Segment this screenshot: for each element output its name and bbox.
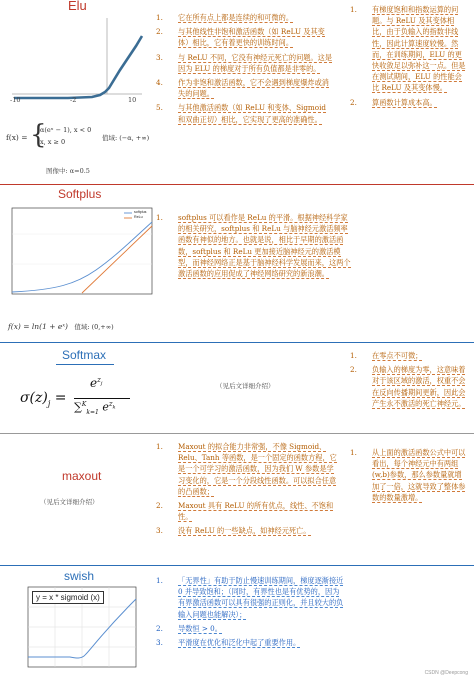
softmax-section xyxy=(0,344,474,432)
list-item: 2. 算函数计算成本高。 xyxy=(350,97,437,107)
divider xyxy=(0,433,474,434)
maxout-pros-list xyxy=(156,441,338,540)
elu-cons-list xyxy=(350,4,468,111)
softmax-lhs: $\sigma(z)_j$ = xyxy=(20,390,67,408)
elu-section xyxy=(0,0,474,184)
softplus-formula-range: 值域: (0,+∞) xyxy=(74,323,114,331)
list-item: 1. 有梯度饱和和指数运算的问题。与 ReLU 及其变体相比，由于负输入的指数非线性，因此计算速度较慢。然而，在训练期间，ELU 的更快收敛足以弥补这一点。但是在测试期间，ELU 的性能会比 ReLU 及其变体慢。 xyxy=(350,5,466,93)
elu-pros-list xyxy=(156,12,334,128)
list-item: 2. 导数恒 > 0。 xyxy=(156,623,222,633)
list-item: 1. softplus 可以看作是 ReLu 的平滑。根据神经科学家的相关研究，softplus 和 ReLu 与脑神经元激活频率函数有神似的地方。也就是说，相比于早期的激活函数，softplus 和 ReLu 更加接近脑神经元的激活模型，而神经网络正是基于脑神经科学发展而来，这两个激活函数的应用促成了神经网络研究的新浪潮。 xyxy=(156,213,351,279)
divider xyxy=(0,342,474,343)
maxout-cons-list xyxy=(350,447,468,506)
watermark: CSDN @Deepcong xyxy=(424,670,468,676)
divider xyxy=(0,565,474,566)
softmax-denominator: ∑$^K_{k=1}$ $e^{z_k}$ xyxy=(74,400,116,416)
list-item: 1. 它在所有点上都是连续的和可微的。 xyxy=(156,13,294,22)
list-item: 1. 在零点不可微； xyxy=(350,351,423,360)
softplus-title: Softplus xyxy=(58,187,102,201)
swish-title: swish xyxy=(64,569,95,583)
list-item: 3. 没有 ReLU 的一些缺点，如神经元死亡。 xyxy=(156,526,311,536)
softmax-title-underline xyxy=(56,364,114,365)
softplus-legend-relu: ReLu xyxy=(134,215,143,219)
softmax-title: Softmax xyxy=(62,348,107,362)
list-item: 2. 与其他线性非饱和激活函数（如 ReLU 及其变体）相比，它有着更快的训练时间。 xyxy=(156,27,325,48)
softplus-formula-expr: f(x) = ln(1 + eˣ) xyxy=(8,322,68,331)
elu-case2: x, x ≥ 0 xyxy=(40,138,66,146)
maxout-title: maxout xyxy=(62,469,102,483)
softplus-section xyxy=(0,186,474,340)
list-item: 5. 与其他激活函数（如 ReLU 和变体、Sigmoid 和双曲正切）相比，它实现了更高的准确性。 xyxy=(156,103,326,124)
list-item: 3. 与 ReLU 不同，它没有神经元死亡的问题。这是因为 ELU 的梯度对于所有负值都是非零的。 xyxy=(156,52,333,73)
softmax-note: （见后文详细介绍） xyxy=(216,382,275,390)
list-item: 1. 「无界性」有助于防止慢速训练期间，梯度逐渐接近 0 并导致饱和；（同时，有界性也是有优势的，因为有界激活函数可以具有很强的正则化，并且较大的负输入问题也能解决）； xyxy=(156,576,344,619)
list-item: 3. 平滑度在优化和泛化中起了重要作用。 xyxy=(156,638,301,648)
elu-brace: { xyxy=(30,120,47,150)
elu-plot xyxy=(8,12,146,112)
list-item: 2. 负输入的梯度为零，这意味着对于该区域的激活，权重不会在反向传播期间更新，因此会产生永不激活的死亡神经元。 xyxy=(350,365,466,408)
softplus-desc-list xyxy=(156,212,352,282)
swish-section xyxy=(0,567,474,679)
elu-caption: 图像中: α=0.5 xyxy=(46,167,90,175)
list-item: 4. 作为非饱和激活函数，它不会遇到梯度爆炸或消失的问题。 xyxy=(156,78,329,99)
elu-axis-mid: -2 xyxy=(70,96,77,104)
softmax-numerator: $e^{z_j}$ xyxy=(90,376,103,390)
elu-title: Elu xyxy=(68,0,87,13)
swish-plot-label: y = x * sigmoid (x) xyxy=(32,591,104,604)
softplus-legend-softplus: softplus xyxy=(134,210,147,214)
swish-pros-list xyxy=(156,575,344,651)
elu-case1: α(eˣ − 1), x < 0 xyxy=(40,126,92,134)
softmax-cons-list xyxy=(350,350,468,412)
elu-axis-right: 10 xyxy=(128,96,137,104)
maxout-note: （见后文详细介绍） xyxy=(40,498,99,506)
softmax-fraction-bar xyxy=(74,398,130,399)
elu-formula-lead: f(x) = xyxy=(6,133,28,142)
elu-range: 值域: (−α, +∞) xyxy=(102,134,150,142)
list-item: 1. Maxout 的拟合能力非常强，不像 Sigmoid、Relu、Tanh 等函数，是一个固定的函数方程，它是一个可学习的激活函数，因为我们 W 参数是学习变化的，它是一个分段线性函数。可以拟合任意的凸函数； xyxy=(156,442,337,496)
divider xyxy=(0,184,474,185)
softplus-formula xyxy=(8,322,114,331)
list-item: 1. 从上面的激活函数公式中可以看出，每个神经元中有两组(w,b)参数，那么参数量就增加了一倍，这就导致了整体参数的数量激增。 xyxy=(350,448,466,502)
elu-axis-left: -10 xyxy=(10,96,21,104)
list-item: 2. Maxout 具有 ReLU 的所有优点，线性、不饱和性。 xyxy=(156,501,334,522)
softmax-formula xyxy=(20,374,150,422)
maxout-section xyxy=(0,435,474,563)
